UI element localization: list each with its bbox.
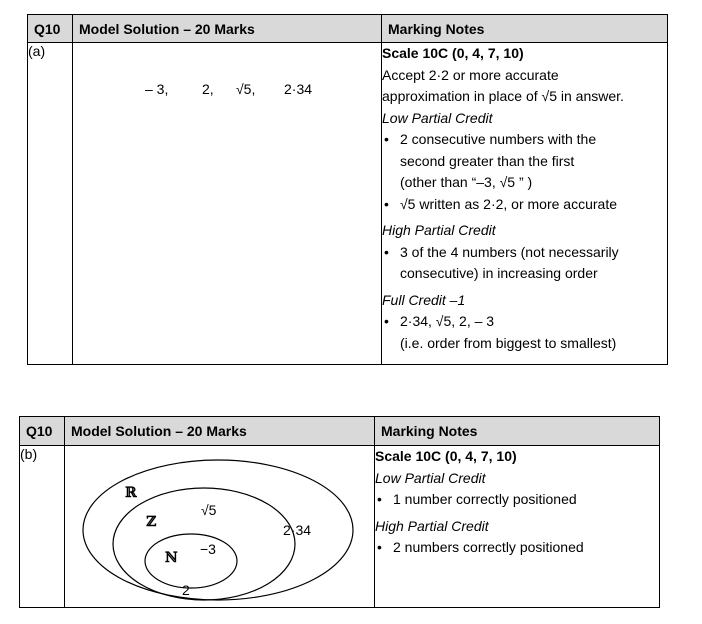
high-partial-credit-title: High Partial Credit [375,517,489,534]
bullet-item: • √5 written as 2·2, or more accurate [382,194,667,216]
bullet-continuation: second greater than the first [400,152,575,169]
set-r-ellipse [83,460,353,600]
low-partial-credit-title: Low Partial Credit [375,469,486,486]
set-z-label: ℤ [146,514,157,530]
bullet-icon: • [384,243,389,260]
model-solution-cell [65,446,375,608]
bullet-item: • 2 consecutive numbers with the [382,129,667,151]
set-r-label: ℝ [125,485,137,501]
bullet-item: • 2·34, √5, 2, – 3 [382,311,667,333]
bullet-item: • 3 of the 4 numbers (not necessarily [382,242,667,264]
header-model-solution: Model Solution – 20 Marks [73,15,382,43]
part-label: (a) [28,43,46,59]
marking-notes-cell [375,446,660,608]
header-marking-notes: Marking Notes [382,15,668,43]
value-sqrt5: √5 [201,502,217,518]
bullet-continuation: (other than “–3, √5 ” ) [400,174,533,190]
model-solution-cell [73,43,382,365]
set-n-ellipse [145,534,237,588]
bullet-item: • 2 numbers correctly positioned [375,537,659,559]
bullet-icon: • [377,539,382,555]
bullet-item: • 1 number correctly positioned [375,489,659,511]
header-model-solution: Model Solution – 20 Marks [65,417,375,446]
value-neg3: −3 [200,541,216,557]
accept-note: approximation in place of √5 in answer. [382,88,624,104]
answer-value: 2·34 [284,81,313,97]
part-label: (b) [20,446,38,462]
marking-table-b [19,416,660,608]
accept-note: Accept 2·2 or more accurate [382,66,559,83]
full-credit-title: Full Credit –1 [382,291,466,308]
part-label-cell [28,43,73,365]
bullet-icon: • [384,313,389,329]
scale-heading: Scale 10C (0, 4, 7, 10) [375,448,517,464]
marking-table-a [27,14,668,365]
set-n-label: ℕ [165,550,178,566]
bullet-icon: • [384,195,389,212]
low-partial-credit-title: Low Partial Credit [382,109,493,126]
answer-value: 2, [202,81,214,97]
value-2-34: 2·34 [283,522,312,538]
venn-diagram [65,446,365,604]
bullet-continuation: consecutive) in increasing order [400,265,598,281]
scale-heading: Scale 10C (0, 4, 7, 10) [382,45,524,61]
bullet-icon: • [377,491,382,507]
bullet-icon: • [384,131,389,147]
answer-value: – 3, [145,81,169,97]
header-question: Q10 [20,417,65,446]
answer-value: √5, [236,81,256,97]
marking-notes-cell [382,43,668,365]
high-partial-credit-title: High Partial Credit [382,222,496,238]
bullet-continuation: (i.e. order from biggest to smallest) [400,334,617,351]
part-label-cell [20,446,65,608]
header-marking-notes: Marking Notes [375,417,660,446]
header-question: Q10 [28,15,73,43]
value-2: 2 [182,582,190,598]
